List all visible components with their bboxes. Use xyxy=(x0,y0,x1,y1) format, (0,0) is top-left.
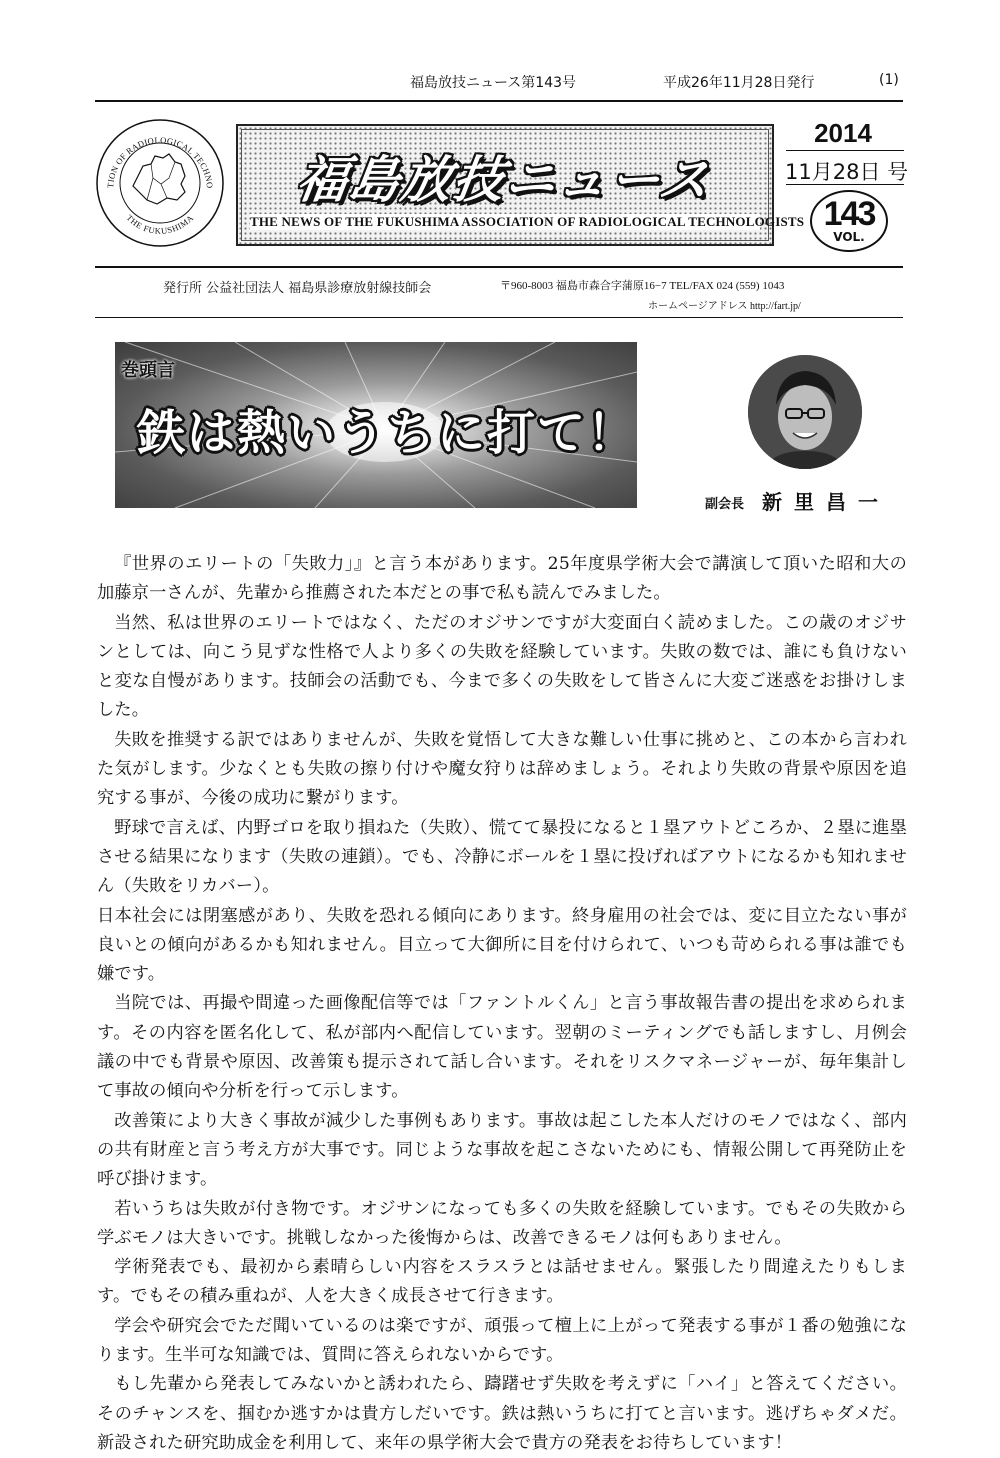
paragraph: 当然、私は世界のエリートではなく、ただのオジサンですが大変面白く読めました。この歳のオジサンとしては、向こう見ずな性格で人より多くの失敗を経験しています。失敗の数では、誰にも負けないと変な自慢があります。技師会の活動でも、今まで多くの失敗をして皆さんに大変ご迷惑をお掛けしました。 xyxy=(97,612,907,721)
paragraph: 当院では、再撮や間違った画像配信等では「ファントルくん」と言う事故報告書の提出を求められます。その内容を匿名化して、私が部内へ配信しています。翌朝のミーティングでも話しますし、月例会議の中でも背景や原因、改善策も提示されて話し合います。それをリスクマネージャーが、毎年集計して事故の傾向や分析を行って示します。 xyxy=(97,993,907,1102)
paragraph: 若いうちは失敗が付き物です。オジサンになっても多くの失敗を経験しています。でもその失敗から学ぶモノは大きいです。挑戦しなかった後悔からは、改善できるモノは何もありません。 xyxy=(97,1198,907,1248)
article-body xyxy=(97,550,907,1458)
paragraph: 学術発表でも、最初から素晴らしい内容をスラスラとは話せません。緊張したり間違えたりもします。でもその積み重ねが、人を大きく成長させて行きます。 xyxy=(97,1257,907,1307)
masthead-title: 福島放技ニュース xyxy=(293,151,716,209)
publisher-address: 〒960-8003 福島市森合字蒲原16−7 TEL/FAX 024 (559) 1043 xyxy=(500,280,785,292)
top-line xyxy=(95,72,901,100)
association-seal xyxy=(95,118,225,248)
paragraph: 学会や研究会でただ聞いているのは楽ですが、頑張って檀上に上がって発表する事が１番の勉強になります。生半可な知識では、質問に答えられないからです。 xyxy=(97,1315,907,1366)
paragraph: 失敗を推奨する訳ではありませんが、失敗を覚悟して大きな難しい仕事に挑めと、この本から言われた気がします。少なくとも失敗の擦り付けや魔女狩りは辞めましょう。それより失敗の背景や原因を追究する事が、今後の成功に繋がります。 xyxy=(97,729,907,809)
volume-label: VOL. xyxy=(833,230,865,244)
homepage-address[interactable]: ホームページアドレス http://fart.jp/ xyxy=(648,301,801,312)
issue-year: 2014 xyxy=(814,118,872,148)
banner-title: 鉄は熱いうちに打て！ xyxy=(137,405,637,461)
page-number: (1) xyxy=(879,72,899,88)
author-portrait xyxy=(748,355,862,469)
masthead-subtitle: THE NEWS OF THE FUKUSHIMA ASSOCIATION OF RADIOLOGICAL TECHNOLOGISTS xyxy=(250,214,805,229)
year-rule xyxy=(786,150,904,151)
author-role: 副会長 xyxy=(705,497,745,512)
volume-badge xyxy=(810,190,888,252)
masthead-rule xyxy=(95,266,903,268)
volume-number: 143 xyxy=(823,195,875,233)
seal-text-top: TION OF RADIOLOGICAL TECHNO xyxy=(104,134,216,189)
paragraph: もし先輩から発表してみないかと誘われたら、躊躇せず失敗を考えずに「ハイ」と答えてください。そのチャンスを、掴むか逃すかは貴方しだいです。鉄は熱いうちに打てと言います。逃げちゃダメだ。新設された研究助成金を利用して、来年の県学術大会で貴方の発表をお待ちしています！ xyxy=(97,1374,907,1453)
publish-date: 平成26年11月28日発行 xyxy=(663,75,815,91)
person-photo-icon xyxy=(748,355,862,469)
issue-date: 11月28日 号 xyxy=(785,160,909,184)
publisher-name: 発行所 公益社団法人 福島県診療放射線技師会 xyxy=(163,281,432,296)
seal-emblem-icon xyxy=(95,118,225,248)
date-rule xyxy=(786,184,904,185)
newsletter-issue: 福島放技ニュース第143号 xyxy=(410,75,577,91)
paragraph: 改善策により大きく事故が減少した事例もあります。事故は起こした本人だけのモノではなく、部内の共有財産と言う考え方が大事です。同じような事故を起こさないためにも、情報公開して再発防止を呼び掛けます。 xyxy=(97,1110,907,1190)
masthead-title-box xyxy=(236,124,805,246)
paragraph: 日本社会には閉塞感があり、失敗を恐れる傾向にあります。終身雇用の社会では、変に目立たない事が良いとの傾向があるかも知れません。目立って大御所に目を付けられて、いつも苛められる事は誰でも嫌です。 xyxy=(97,905,907,985)
publisher-rule xyxy=(95,317,903,318)
editorial-banner xyxy=(115,342,637,508)
header-rule xyxy=(95,100,903,102)
seal-text-bottom: THE FUKUSHIMA xyxy=(124,212,196,236)
banner-label: 巻頭言 xyxy=(121,360,175,381)
author-name: 新里昌一 xyxy=(762,490,890,514)
paragraph: 『世界のエリートの「失敗力」』と言う本があります。25年度県学術大会で講演して頂いた昭和大の加藤京一さんが、先輩から推薦された本だとの事で私も読んでみました。 xyxy=(97,554,907,604)
svg-text:THE FUKUSHIMA xyxy=(124,212,195,235)
paragraph: 野球で言えば、内野ゴロを取り損ねた（失敗）、慌てて暴投になると１塁アウトどころか、２塁に進塁させる結果になります（失敗の連鎖）。でも、冷静にボールを１塁に投げればアウトになるかも知れません（失敗をリカバー）。 xyxy=(97,817,907,897)
